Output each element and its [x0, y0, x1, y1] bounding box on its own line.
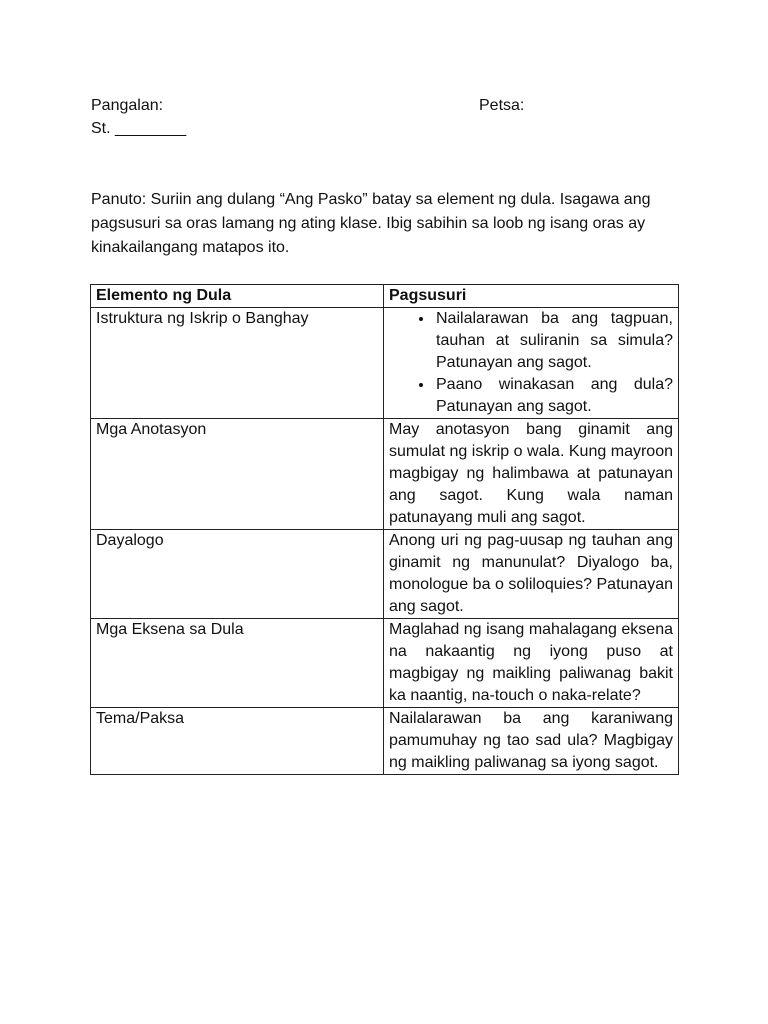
element-cell: Tema/Paksa [91, 708, 384, 775]
analysis-table [90, 284, 679, 775]
section-label: St. ________ [91, 120, 187, 137]
question-list [389, 308, 673, 418]
question-item: • Nailalarawan ba ang tagpuan, tauhan at suliranin sa simula? Patunayan ang sagot. [434, 308, 673, 374]
name-label: Pangalan: [91, 97, 164, 114]
question-item: • Paano winakasan ang dula? Patunayan ang sagot. [434, 374, 673, 418]
analysis-cell: Maglahad ng isang mahalagang eksena na nakaantig ng iyong puso at magbigay ng maikling paliwanag bakit ka naantig, na-touch o naka-relate? [384, 619, 679, 708]
table-header-row [91, 285, 679, 308]
table-row [91, 419, 679, 530]
element-cell: Mga Eksena sa Dula [91, 619, 384, 708]
table-row [91, 619, 679, 708]
element-cell: Istruktura ng Iskrip o Banghay [91, 308, 384, 419]
table-row [91, 530, 679, 619]
column-header-element: Elemento ng Dula [91, 285, 384, 308]
instructions-paragraph: Panuto: Suriin ang dulang “Ang Pasko” batay sa element ng dula. Isagawa ang pagsusuri sa oras lamang ng ating klase. Ibig sabihin sa loob ng isang oras ay kinakailangang matapos ito. [91, 191, 651, 256]
analysis-cell: Nailalarawan ba ang karaniwang pamumuhay ng tao sad ula? Magbigay ng maikling paliwanag sa iyong sagot. [384, 708, 679, 775]
header-row [91, 95, 681, 117]
element-cell: Dayalogo [91, 530, 384, 619]
table-row [91, 308, 679, 419]
element-cell: Mga Anotasyon [91, 419, 384, 530]
date-label: Petsa: [479, 97, 525, 114]
table-row [91, 708, 679, 775]
analysis-cell: May anotasyon bang ginamit ang sumulat ng iskrip o wala. Kung mayroon magbigay ng halimbawa at patunayan ang sagot. Kung wala naman patunayang muli ang sagot. [384, 419, 679, 530]
analysis-cell: Anong uri ng pag-uusap ng tauhan ang ginamit ng manunulat? Diyalogo ba, monologue ba o soliloquies? Patunayan ang sagot. [384, 530, 679, 619]
analysis-cell [384, 308, 679, 419]
column-header-analysis: Pagsusuri [384, 285, 679, 308]
